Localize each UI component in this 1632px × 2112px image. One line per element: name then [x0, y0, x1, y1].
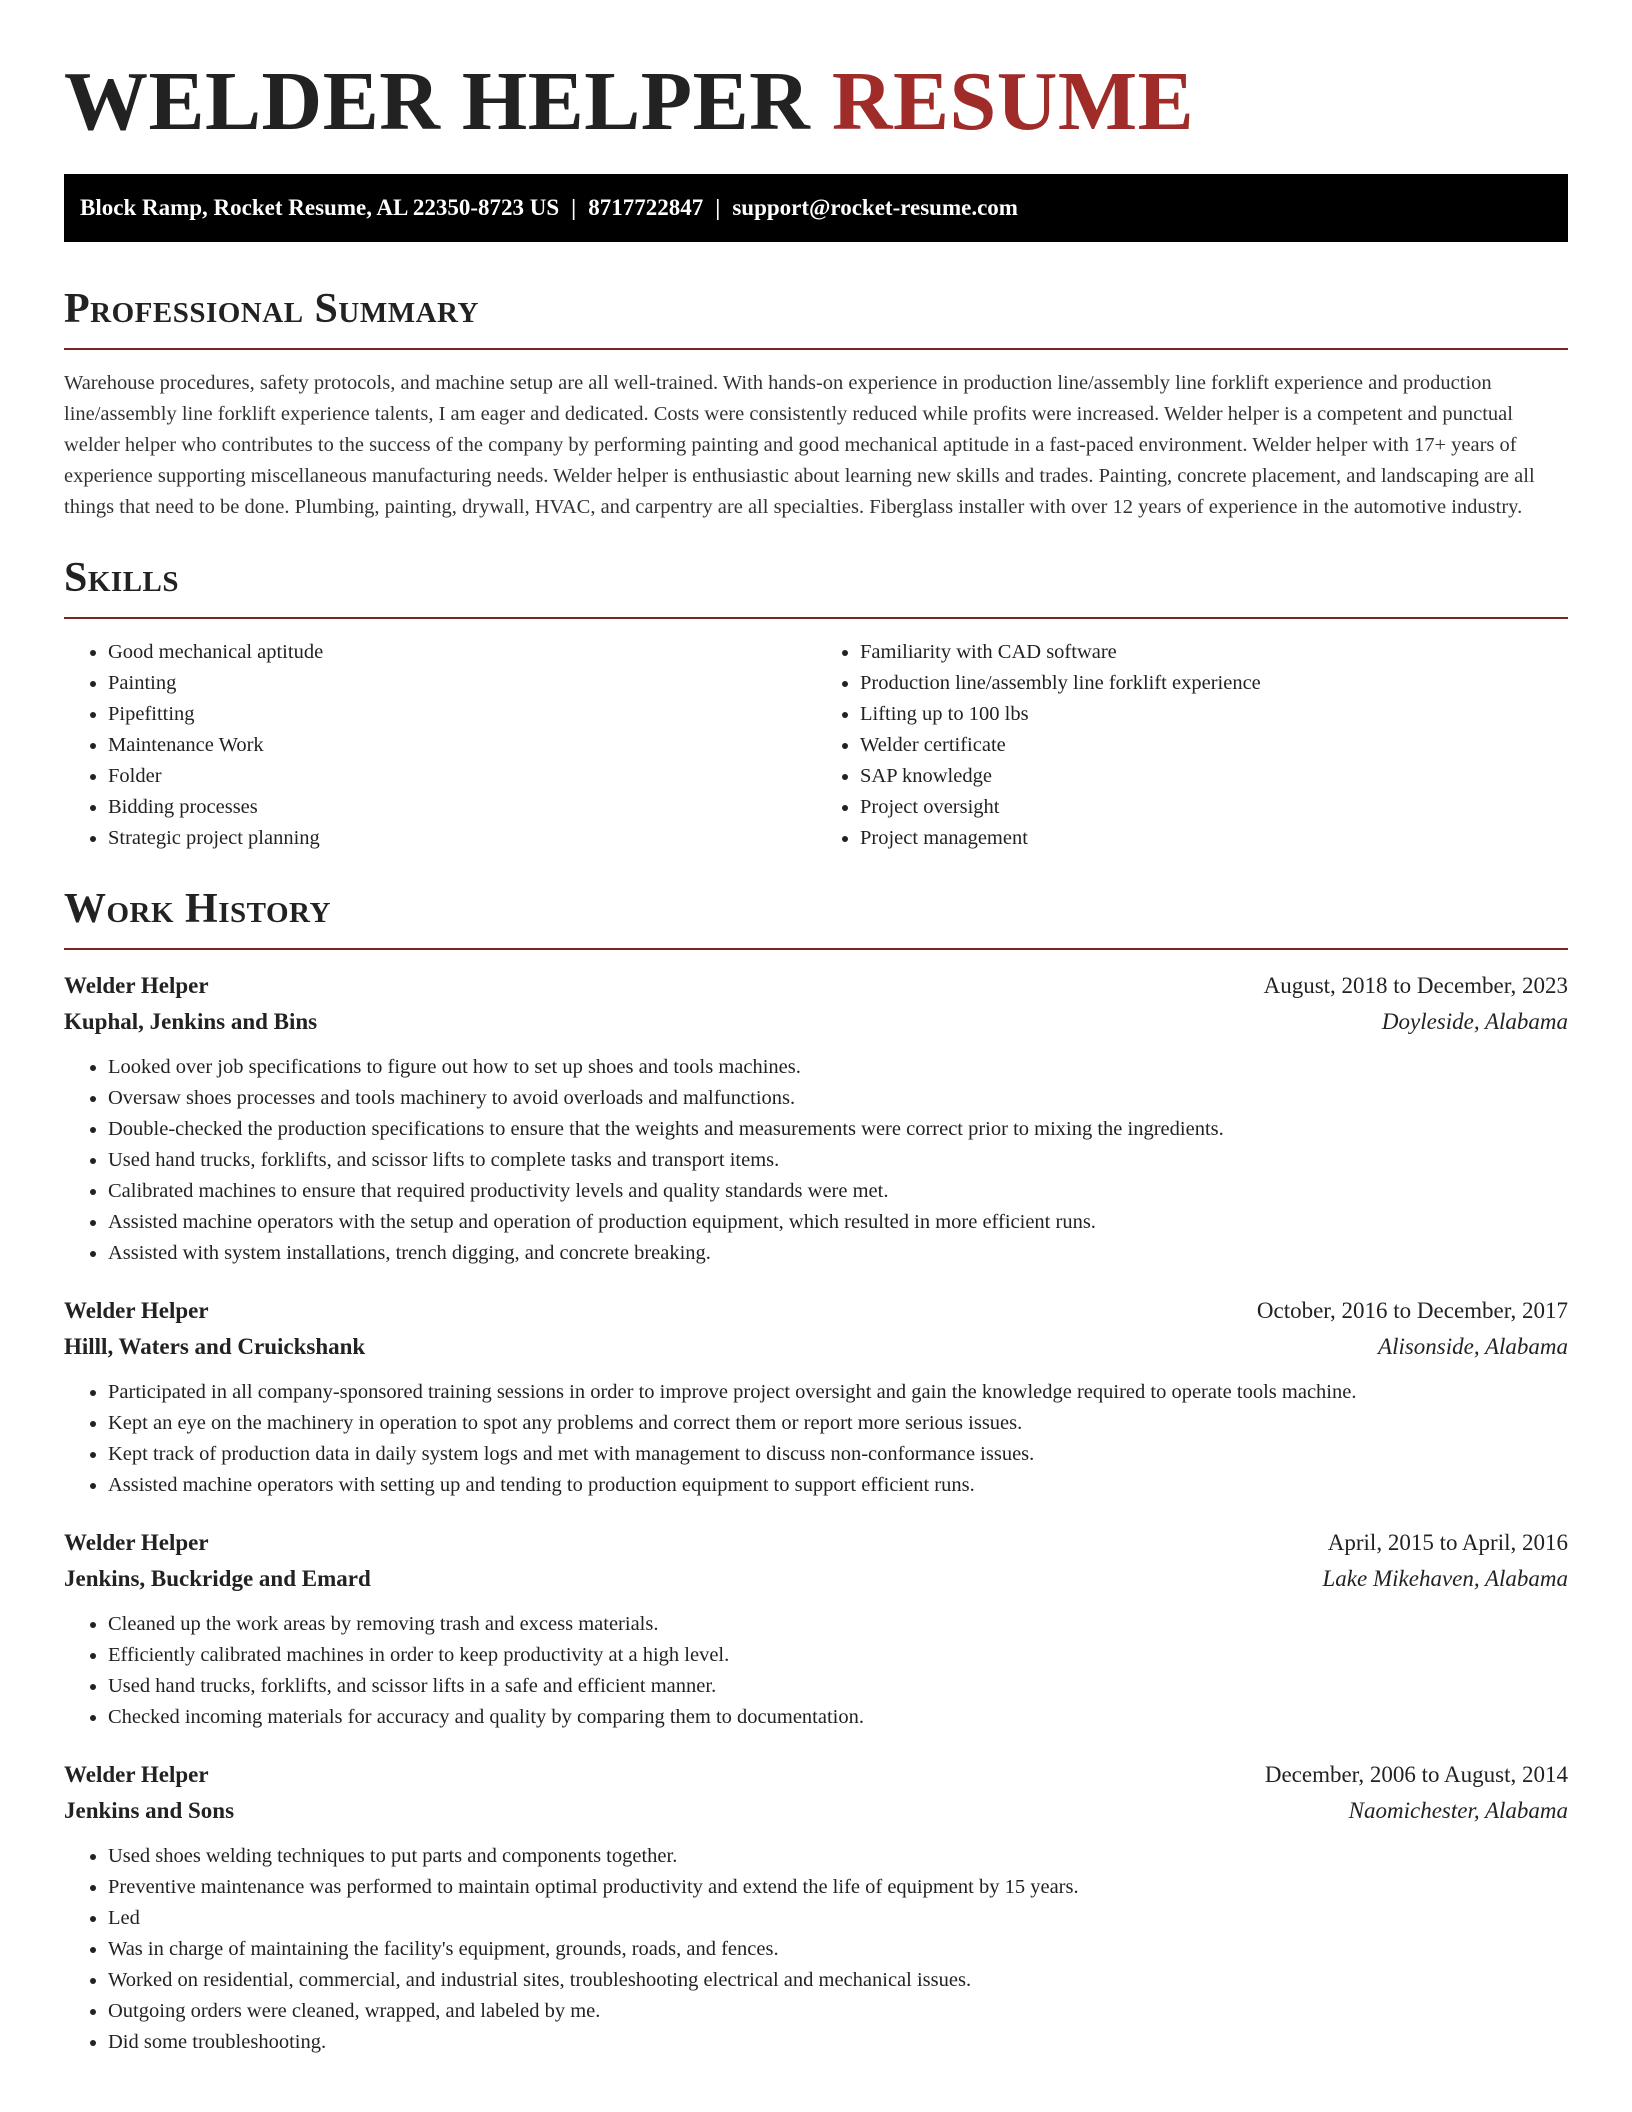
work-history-section [64, 884, 1568, 2058]
job-bullet: • Used shoes welding techniques to put parts and components together. [108, 1841, 1568, 1872]
job-bullet: • Cleaned up the work areas by removing trash and excess materials. [108, 1609, 1568, 1640]
skill-item: • Project management [860, 823, 1568, 854]
job-location: Alisonside, Alabama [1378, 1334, 1568, 1359]
summary-heading: Professional Summary [64, 286, 479, 332]
job-entry [64, 1525, 1568, 1733]
job-bullet: • Participated in all company-sponsored training sessions in order to improve project oversight and gain the knowledge required to operate tools machine. [108, 1377, 1568, 1408]
skill-item: • Strategic project planning [108, 823, 816, 854]
title-accent: RESUME [831, 55, 1195, 148]
job-bullet-list [64, 1841, 1568, 2058]
job-bullet: • Worked on residential, commercial, and industrial sites, troubleshooting electrical and mechanical issues. [108, 1965, 1568, 1996]
skill-item: • Production line/assembly line forklift experience [860, 668, 1568, 699]
job-bullet: • Preventive maintenance was performed to maintain optimal productivity and extend the life of equipment by 15 years. [108, 1872, 1568, 1903]
job-title: Welder Helper [64, 1530, 209, 1555]
job-bullet: • Double-checked the production specifications to ensure that the weights and measurements were correct prior to mixing the ingredients. [108, 1114, 1568, 1145]
job-bullet: • Used hand trucks, forklifts, and scissor lifts to complete tasks and transport items. [108, 1145, 1568, 1176]
skills-grid [64, 637, 1568, 854]
job-entry [64, 1757, 1568, 2058]
section-divider [64, 617, 1568, 619]
job-company-row [64, 1793, 1568, 1829]
summary-text: Warehouse procedures, safety protocols, and machine setup are all well-trained. With hands-on experience in production line/assembly line forklift experience and production line/assembly line forklift experience talents, I am eager and dedicated. Costs were consistently reduced while profits were increased. Welder helper is a competent and punctual welder helper who contributes to the success of the company by performing painting and good mechanical aptitude in a fast-paced environment. Welder helper with 17+ years of experience supporting miscellaneous manufacturing needs. Welder helper is enthusiastic about learning new skills and trades. Painting, concrete placement, and landscaping are all things that need to be done. Plumbing, painting, drywall, HVAC, and carpentry are all specialties. Fiberglass installer with over 12 years of experience in the automotive industry. [64, 372, 1535, 518]
skill-item: • Good mechanical aptitude [108, 637, 816, 668]
job-bullet-list [64, 1609, 1568, 1733]
job-bullet: • Kept an eye on the machinery in operation to spot any problems and correct them or report more serious issues. [108, 1408, 1568, 1439]
job-entry [64, 968, 1568, 1269]
work-history-heading: Work History [64, 886, 331, 932]
job-bullet: • Used hand trucks, forklifts, and scissor lifts in a safe and efficient manner. [108, 1671, 1568, 1702]
job-dates: August, 2018 to December, 2023 [1263, 973, 1568, 998]
job-bullet-list [64, 1377, 1568, 1501]
job-bullet: • Assisted machine operators with the setup and operation of production equipment, which resulted in more efficient runs. [108, 1207, 1568, 1238]
job-bullet: • Oversaw shoes processes and tools machinery to avoid overloads and malfunctions. [108, 1083, 1568, 1114]
job-bullet: • Efficiently calibrated machines in order to keep productivity at a high level. [108, 1640, 1568, 1671]
job-title: Welder Helper [64, 973, 209, 998]
skill-item: • Folder [108, 761, 816, 792]
job-title: Welder Helper [64, 1298, 209, 1323]
job-company: Jenkins and Sons [64, 1798, 235, 1823]
skill-item: • SAP knowledge [860, 761, 1568, 792]
job-dates: April, 2015 to April, 2016 [1327, 1530, 1568, 1555]
job-header-row [64, 1757, 1568, 1793]
section-divider [64, 348, 1568, 350]
contact-bar [64, 174, 1568, 242]
job-bullet: • Assisted with system installations, trench digging, and concrete breaking. [108, 1238, 1568, 1269]
job-header-row [64, 1525, 1568, 1561]
job-header-row [64, 1293, 1568, 1329]
job-company-row [64, 1004, 1568, 1040]
job-location: Naomichester, Alabama [1348, 1798, 1568, 1823]
job-company: Hilll, Waters and Cruickshank [64, 1334, 366, 1359]
skill-item: • Pipefitting [108, 699, 816, 730]
job-bullet: • Led [108, 1903, 1568, 1934]
job-dates: December, 2006 to August, 2014 [1264, 1762, 1568, 1787]
job-bullet-list [64, 1052, 1568, 1269]
job-company: Kuphal, Jenkins and Bins [64, 1009, 318, 1034]
job-bullet: • Outgoing orders were cleaned, wrapped, and labeled by me. [108, 1996, 1568, 2027]
job-list [64, 968, 1568, 2058]
contact-address: Block Ramp, Rocket Resume, AL 22350-8723 US [80, 195, 560, 220]
skill-item: • Familiarity with CAD software [860, 637, 1568, 668]
job-bullet: • Kept track of production data in daily system logs and met with management to discuss non-conformance issues. [108, 1439, 1568, 1470]
job-bullet: • Calibrated machines to ensure that required productivity levels and quality standards were met. [108, 1176, 1568, 1207]
skill-item: • Welder certificate [860, 730, 1568, 761]
skills-column-left [64, 637, 816, 854]
resume-title [64, 54, 1568, 150]
skill-item: • Bidding processes [108, 792, 816, 823]
job-bullet: • Was in charge of maintaining the facility's equipment, grounds, roads, and fences. [108, 1934, 1568, 1965]
skill-item: • Lifting up to 100 lbs [860, 699, 1568, 730]
contact-separator: | [715, 195, 721, 220]
job-bullet: • Assisted machine operators with setting up and tending to production equipment to support efficient runs. [108, 1470, 1568, 1501]
skills-column-right [816, 637, 1568, 854]
title-main: WELDER HELPER [64, 55, 811, 148]
job-title: Welder Helper [64, 1762, 209, 1787]
contact-email: support@rocket-resume.com [732, 195, 1018, 220]
job-location: Lake Mikehaven, Alabama [1322, 1566, 1568, 1591]
skill-item: • Project oversight [860, 792, 1568, 823]
job-header-row [64, 968, 1568, 1004]
job-entry [64, 1293, 1568, 1501]
job-company-row [64, 1329, 1568, 1365]
job-bullet: • Checked incoming materials for accuracy and quality by comparing them to documentation. [108, 1702, 1568, 1733]
job-bullet: • Did some troubleshooting. [108, 2027, 1568, 2058]
contact-phone: 8717722847 [588, 195, 704, 220]
job-bullet: • Looked over job specifications to figure out how to set up shoes and tools machines. [108, 1052, 1568, 1083]
skill-item: • Painting [108, 668, 816, 699]
job-dates: October, 2016 to December, 2017 [1256, 1298, 1568, 1323]
contact-separator: | [571, 195, 577, 220]
job-company-row [64, 1561, 1568, 1597]
skill-item: • Maintenance Work [108, 730, 816, 761]
job-company: Jenkins, Buckridge and Emard [64, 1566, 371, 1591]
skills-section [64, 553, 1568, 854]
section-divider [64, 948, 1568, 950]
skills-heading: Skills [64, 555, 180, 601]
job-location: Doyleside, Alabama [1381, 1009, 1568, 1034]
summary-section [64, 284, 1568, 523]
